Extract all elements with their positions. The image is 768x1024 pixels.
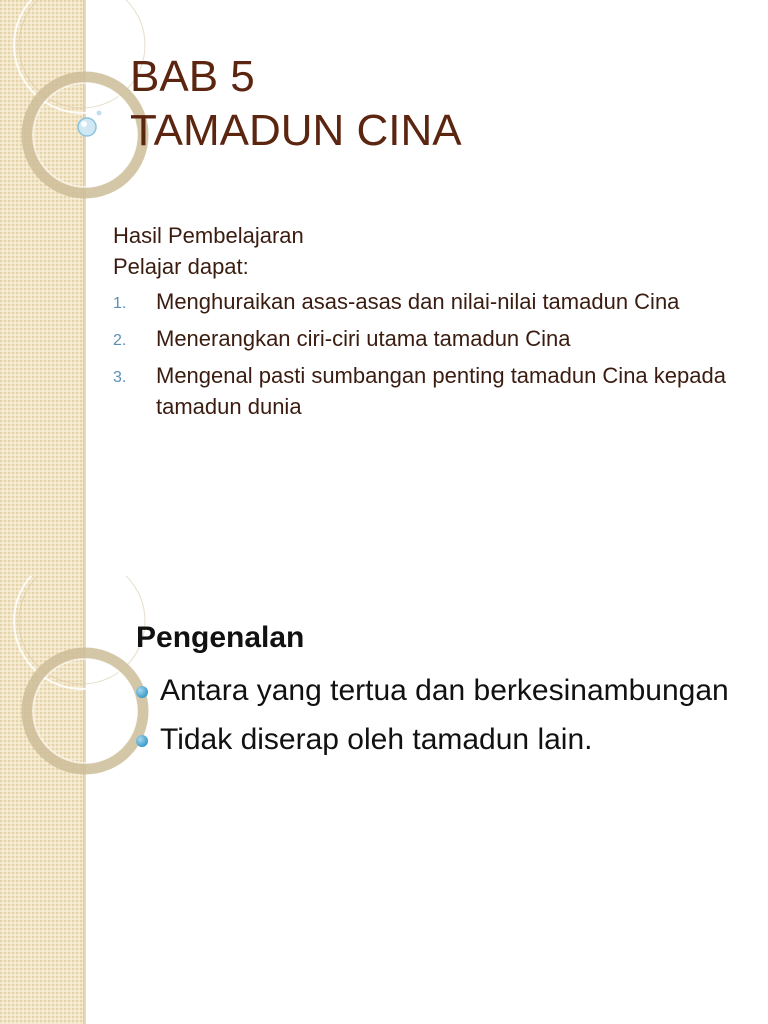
list-item-text: Menghuraikan asas-asas dan nilai-nilai tamadun Cina [156,289,680,314]
section-heading: Pengenalan [136,621,305,654]
title-line-2: TAMADUN CINA [130,106,462,155]
list-item-text: Menerangkan ciri-ciri utama tamadun Cina [156,326,571,351]
list-item [113,286,733,317]
list-item-text: Antara yang tertua dan berkesinambungan [160,674,729,707]
outcomes-intro: Pelajar dapat: [113,254,249,279]
slide-title [130,50,462,158]
title-line-1: BAB 5 [130,52,255,101]
bullet-icon [136,686,148,698]
list-number: 3. [113,369,127,386]
list-number: 1. [113,295,127,312]
list-item-text: Mengenal pasti sumbangan penting tamadun Cina kepada tamadun dunia [156,363,726,419]
bullet-list [136,670,736,760]
list-item [136,670,736,711]
list-item [113,360,733,422]
list-number: 2. [113,332,127,349]
outcomes-list [113,286,733,422]
introduction-section [136,618,736,768]
slide-2 [0,576,768,1024]
learning-outcomes [113,220,733,428]
list-item-text: Tidak diserap oleh tamadun lain. [160,723,593,756]
bullet-icon [136,735,148,747]
bead-icon [78,118,96,136]
list-item [113,323,733,354]
outcomes-heading: Hasil Pembelajaran [113,223,304,248]
list-item [136,719,736,760]
